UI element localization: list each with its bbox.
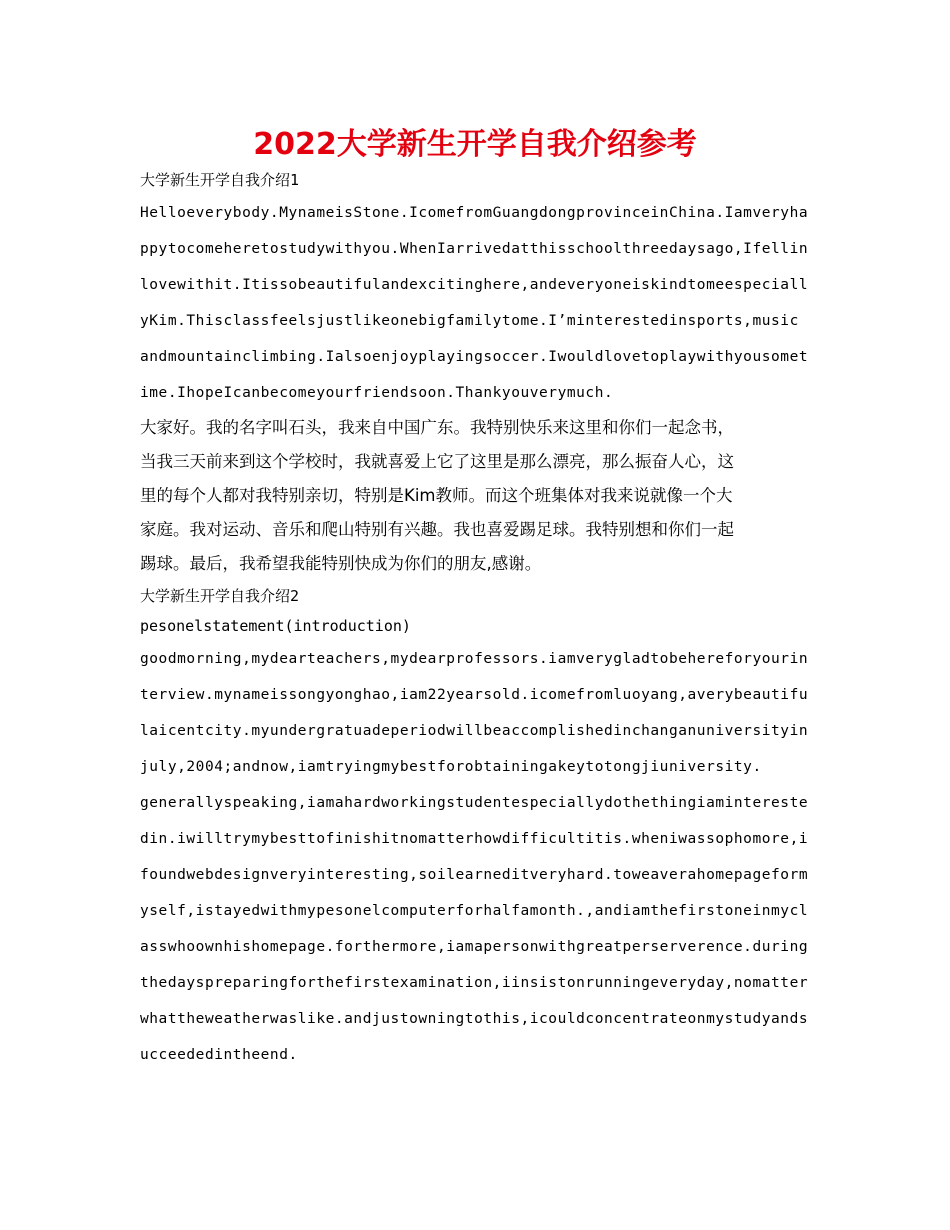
section-heading: 大学新生开学自我介绍2: [140, 587, 300, 605]
english-text-line: din.iwilltrymybesttofinishitnomatterhowdifficultitis.wheniwassophomore,i: [140, 831, 809, 847]
english-text-line: yKim.Thisclassfeelsjustlikeonebigfamilytome.I’minterestedinsports,music: [140, 313, 799, 329]
english-text-line: goodmorning,mydearteachers,mydearprofessors.iamverygladtobehereforyourin: [140, 651, 809, 667]
english-text-line: yself,istayedwithmypesonelcomputerforhalfamonth.,andiamthefirstoneinmycl: [140, 903, 809, 919]
chinese-text-line: 里的每个人都对我特别亲切，特别是Kim教师。而这个班集体对我来说就像一个大: [140, 486, 733, 505]
english-text-line: foundwebdesignveryinteresting,soilearneditveryhard.toweaverahomepageform: [140, 867, 809, 883]
document-body: [140, 165, 812, 1073]
english-text-line: lovewithit.Itissobeautifulandexcitinghere,andeveryoneiskindtomeespeciall: [140, 277, 809, 293]
english-text-line: generallyspeaking,iamahardworkingstudentespeciallydothethingiamintereste: [140, 795, 809, 811]
chinese-text-line: 踢球。最后，我希望我能特别快成为你们的朋友,感谢。: [140, 554, 542, 573]
english-text-line: Helloeverybody.MynameisStone.IcomefromGuangdongprovinceinChina.Iamveryha: [140, 205, 809, 221]
chinese-text-line: 当我三天前来到这个学校时，我就喜爱上它了这里是那么漂亮，那么振奋人心，这: [140, 452, 734, 471]
section-heading: 大学新生开学自我介绍1: [140, 171, 300, 189]
english-text-line: ucceededintheend.: [140, 1047, 298, 1063]
english-text-line: andmountainclimbing.Ialsoenjoyplayingsoccer.Iwouldlovetoplaywithyousomet: [140, 349, 809, 365]
chinese-text-line: 家庭。我对运动、音乐和爬山特别有兴趣。我也喜爱踢足球。我特别想和你们一起: [140, 520, 734, 539]
english-text-line: terview.mynameissongyonghao,iam22yearsold.icomefromluoyang,averybeautifu: [140, 687, 809, 703]
english-text-line: asswhoownhishomepage.forthermore,iamapersonwithgreatperserverence.during: [140, 939, 809, 955]
english-text-line: july,2004;andnow,iamtryingmybestforobtainingakeytotongjiuniversity.: [140, 759, 762, 775]
english-text-line: whattheweatherwaslike.andjustowningtothis,icouldconcentrateonmystudyands: [140, 1011, 809, 1027]
chinese-text-line: 大家好。我的名字叫石头，我来自中国广东。我特别快乐来这里和你们一起念书，: [140, 418, 734, 437]
english-text-line: thedayspreparingforthefirstexamination,iinsistonrunningeveryday,nomatter: [140, 975, 809, 991]
document-title: 2022大学新生开学自我介绍参考: [253, 127, 697, 162]
english-text-line: ime.IhopeIcanbecomeyourfriendsoon.Thankyouverymuch.: [140, 385, 614, 401]
english-text-line: laicentcity.myundergratuadeperiodwillbeaccomplishedinchanganuniversityin: [140, 723, 809, 739]
english-text-line: ppytocomeheretostudywithyou.WhenIarrivedatthisschoolthreedaysago,Ifellin: [140, 241, 809, 257]
section-heading: pesonelstatement(introduction): [140, 617, 411, 635]
